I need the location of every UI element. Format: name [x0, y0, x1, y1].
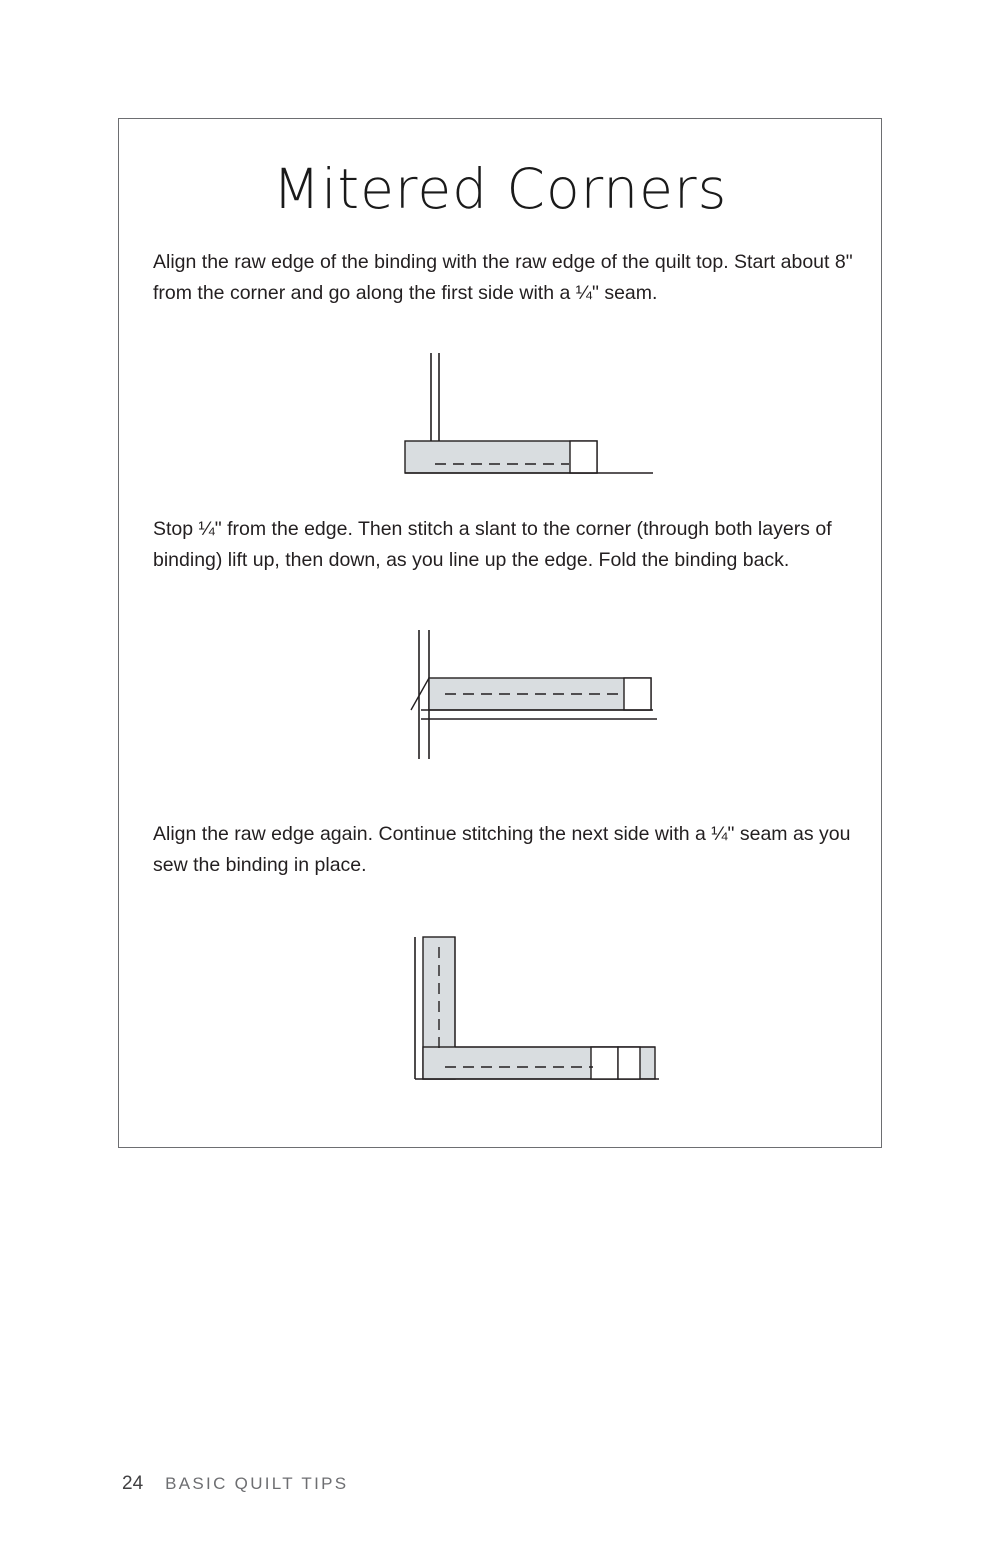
footer-page-number: 24 [122, 1473, 144, 1494]
step-2-text: Stop ¼" from the edge. Then stitch a slant to the corner (through both layers of binding) lift up, then down, as you line up the edge. Fold the binding back. [153, 518, 832, 571]
figure-step-2 [153, 624, 853, 794]
page-title: Mitered Corners [272, 157, 728, 221]
footer-section-label: BASIC QUILT TIPS [165, 1474, 349, 1493]
step-3-text: Align the raw edge again. Continue stitching the next side with a ¼" seam as you sew the binding in place. [153, 823, 851, 876]
figure-step-3 [153, 929, 853, 1109]
page-frame [118, 118, 882, 1148]
step-1-text: Align the raw edge of the binding with the raw edge of the quilt top. Start about 8" from the corner and go along the first side with a ¼" seam. [153, 251, 853, 304]
figure-step-1 [153, 349, 853, 489]
page-footer [122, 1473, 348, 1495]
